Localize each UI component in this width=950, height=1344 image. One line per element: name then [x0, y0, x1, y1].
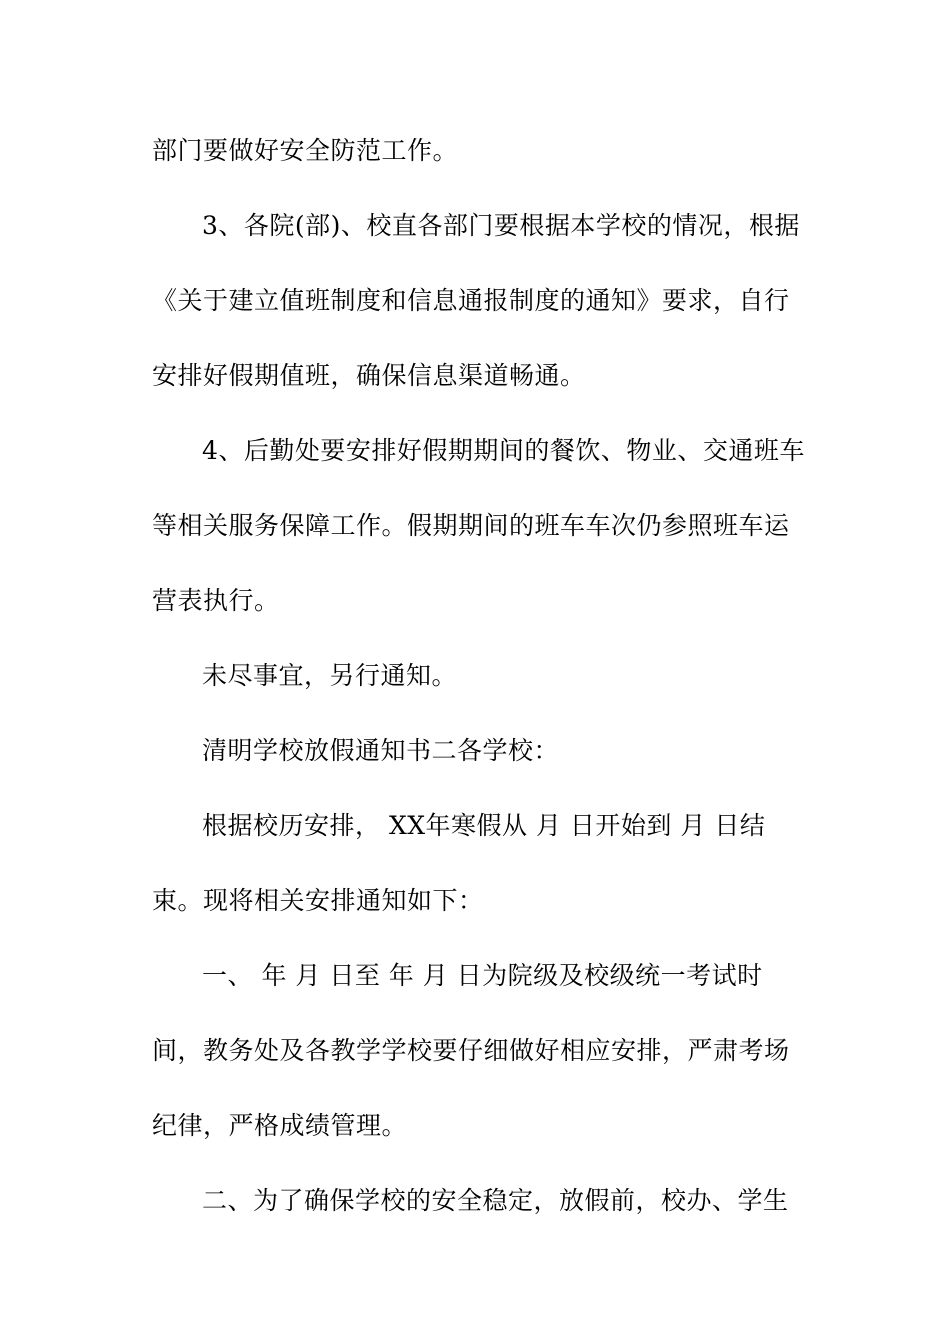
text-line: 根据校历安排， XX年寒假从 月 日开始到 月 日结 [202, 811, 766, 840]
text-line: 间，教务处及各教学学校要仔细做好相应安排，严肃考场 [152, 1036, 790, 1065]
text-line: 束。现将相关安排通知如下： [152, 886, 484, 915]
text-line: 3、各院(部)、校直各部门要根据本学校的情况，根据 [202, 211, 800, 240]
text-line: 安排好假期值班，确保信息渠道畅通。 [152, 361, 586, 390]
text-line: 纪律，严格成绩管理。 [152, 1111, 408, 1140]
text-line: 清明学校放假通知书二各学校： [202, 736, 560, 765]
text-line: 部门要做好安全防范工作。 [152, 136, 459, 165]
text-line: 4、后勤处要安排好假期期间的餐饮、物业、交通班车 [202, 436, 805, 465]
text-line: 等相关服务保障工作。假期期间的班车车次仍参照班车运 [152, 511, 790, 540]
text-line: 未尽事宜，另行通知。 [202, 661, 458, 690]
text-line: 一、 年 月 日至 年 月 日为院级及校级统一考试时 [202, 961, 763, 990]
text-line: 《关于建立值班制度和信息通报制度的通知》要求，自行 [152, 286, 790, 315]
text-line: 二、为了确保学校的安全稳定，放假前，校办、学生 [202, 1186, 789, 1215]
text-line: 营表执行。 [152, 586, 280, 615]
